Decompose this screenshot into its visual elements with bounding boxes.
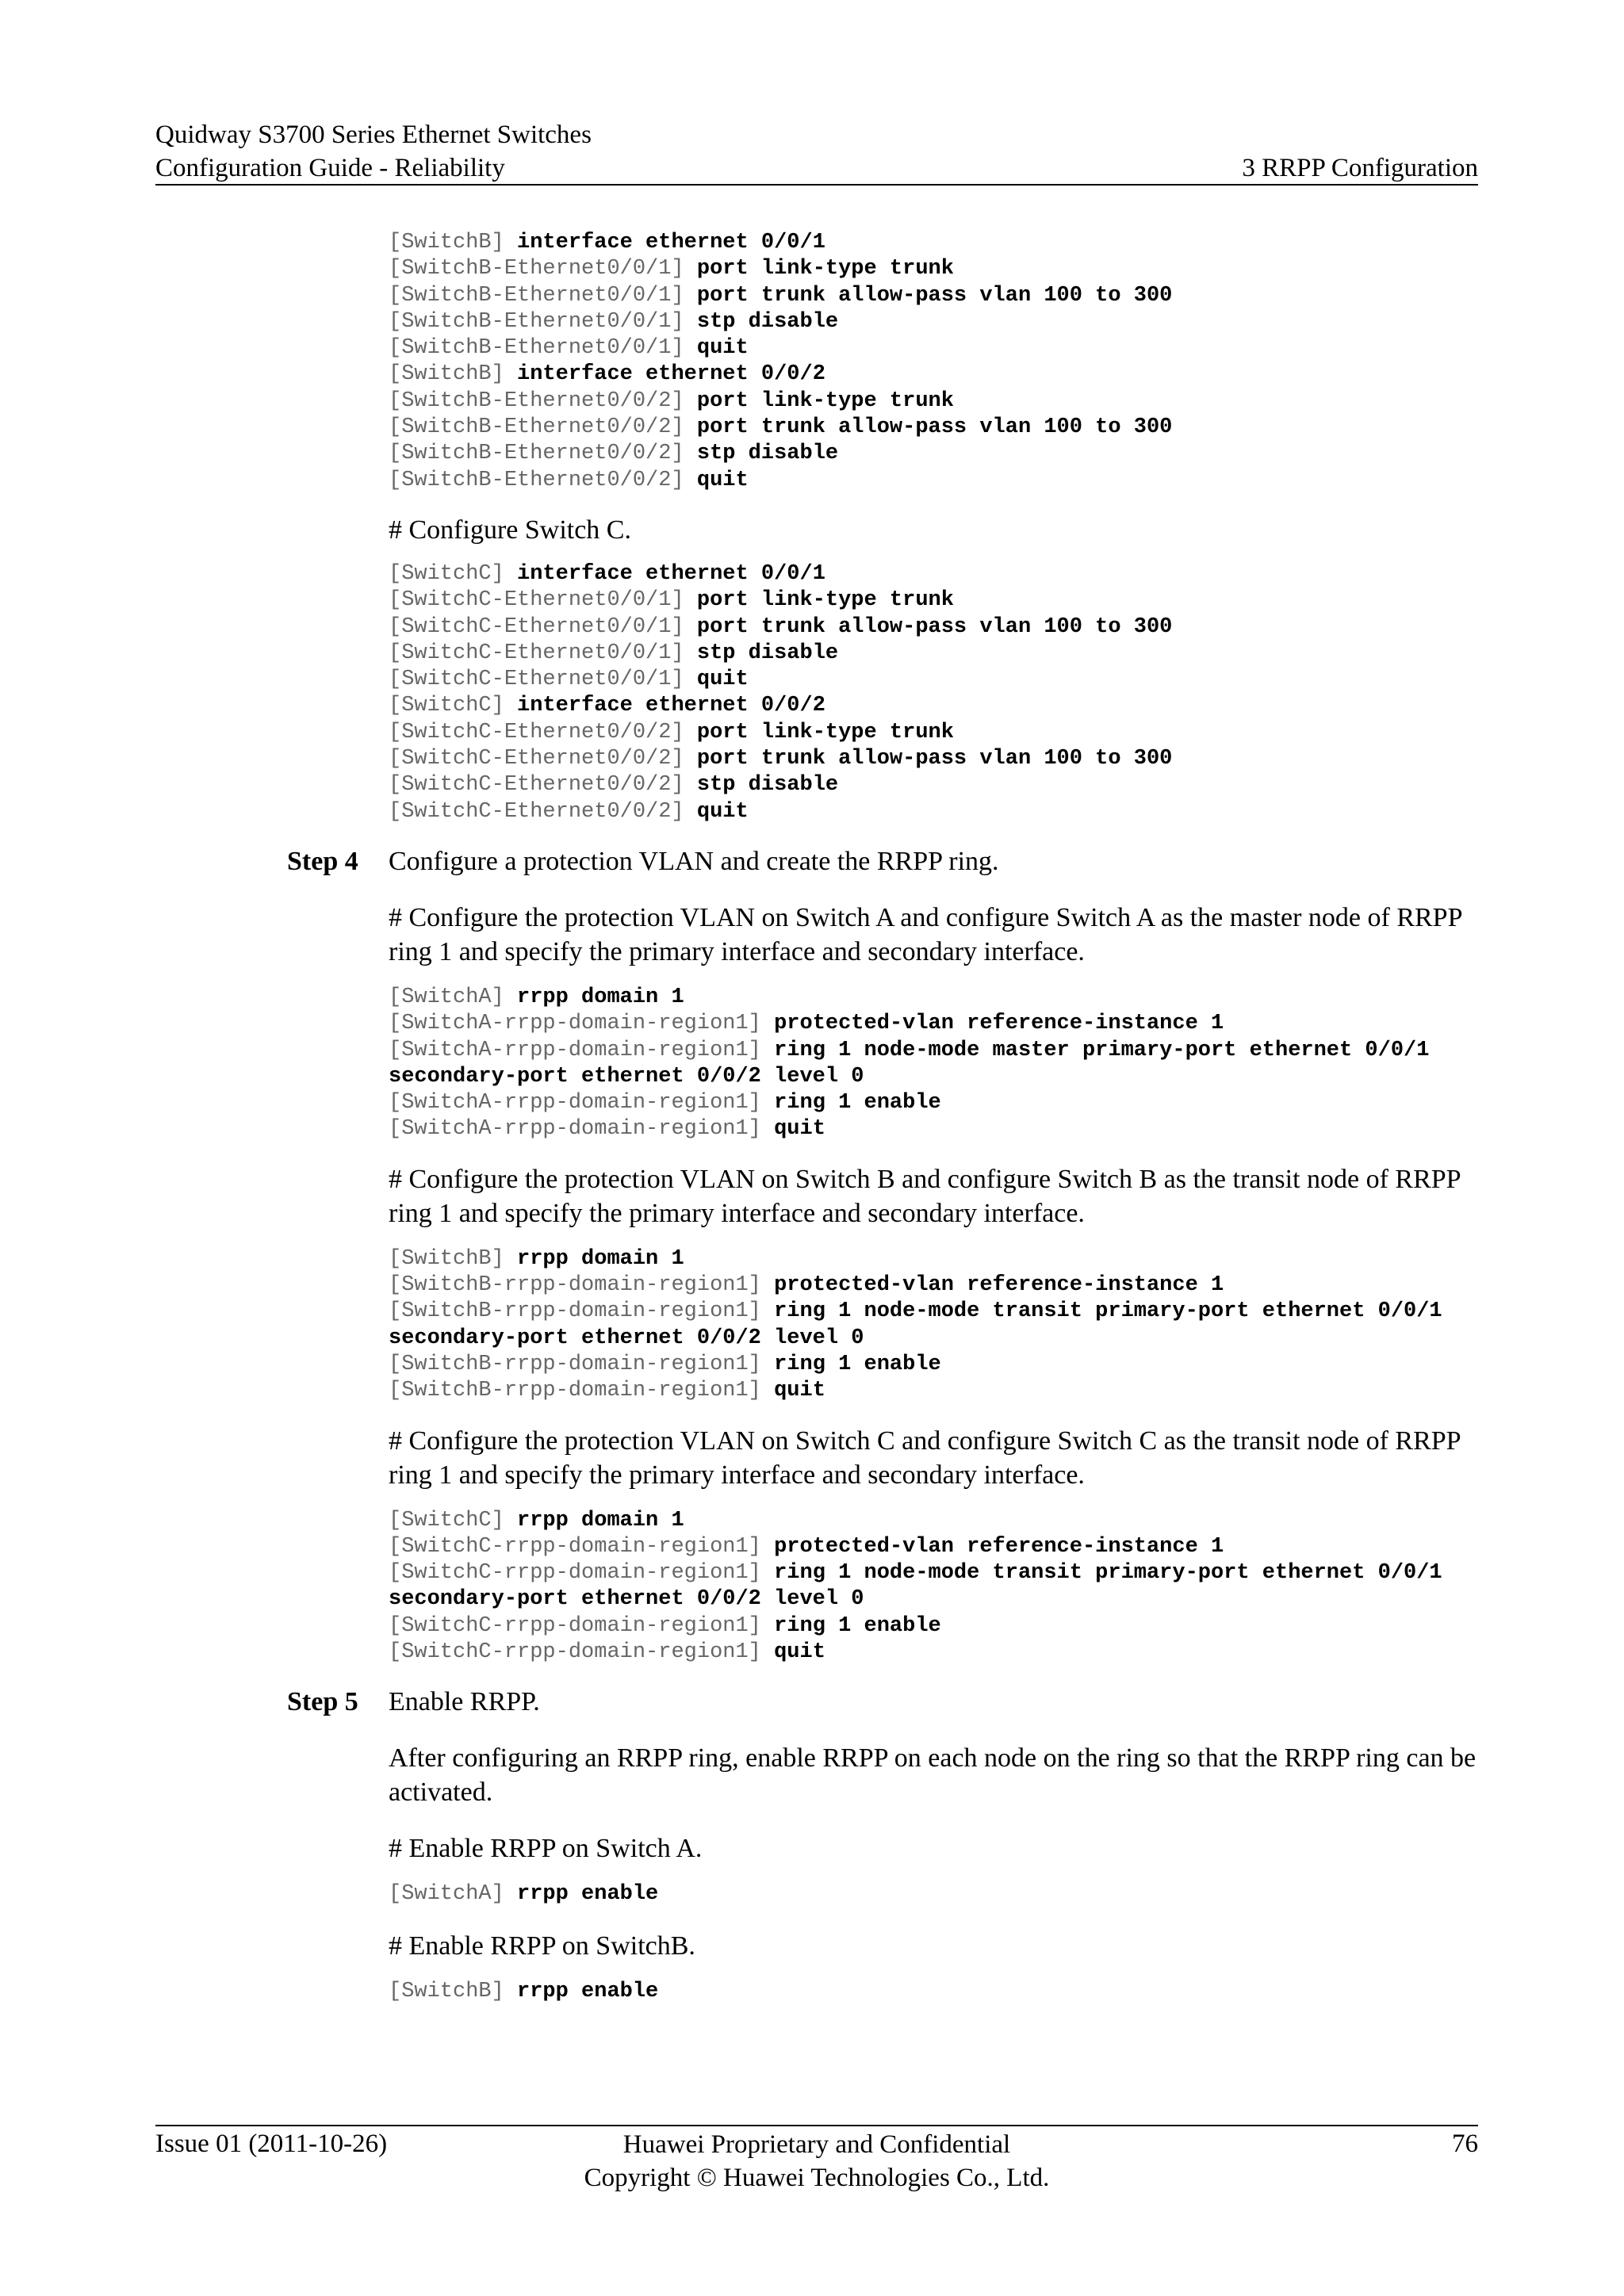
cli-prompt: [SwitchB-Ethernet0/0/1]: [389, 283, 697, 308]
cli-command: protected-vlan reference-instance 1: [774, 1273, 1224, 1298]
cli-command: secondary-port ethernet 0/0/2 level 0: [389, 1326, 864, 1350]
document-body: [287, 230, 1499, 2005]
header-rule: [155, 184, 1478, 186]
cli-command: stp disable: [696, 442, 839, 466]
cli-command: ring 1 node-mode transit primary-port ethernet 0/0/1: [774, 1561, 1442, 1586]
cli-command: protected-vlan reference-instance 1: [774, 1012, 1224, 1036]
code-line: [389, 1508, 1499, 1534]
code-line: [389, 799, 1499, 825]
cli-prompt: [SwitchB]: [389, 231, 518, 254]
cli-prompt: [SwitchB]: [389, 1979, 518, 2003]
cli-prompt: [SwitchB-Ethernet0/0/1]: [389, 309, 697, 334]
cli-command: interface ethernet 0/0/1: [517, 561, 825, 586]
footer-issue: Issue 01 (2011-10-26): [155, 2130, 388, 2158]
cli-command: protected-vlan reference-instance 1: [774, 1534, 1224, 1559]
code-line: [389, 1560, 1499, 1586]
code-line: [389, 587, 1499, 614]
cli-command: rrpp domain 1: [517, 985, 684, 1009]
cli-prompt: [SwitchC-rrpp-domain-region1]: [389, 1534, 775, 1559]
code-line: [389, 1011, 1499, 1037]
cli-prompt: [SwitchC-Ethernet0/0/1]: [389, 668, 697, 692]
cli-prompt: [SwitchC-Ethernet0/0/1]: [389, 614, 697, 639]
step-4-label: Step 4: [287, 846, 358, 876]
cli-prompt: [SwitchA-rrpp-domain-region1]: [389, 1038, 775, 1062]
code-line: [389, 1038, 1499, 1064]
cli-prompt: [SwitchB-Ethernet0/0/2]: [389, 468, 697, 492]
cli-command: ring 1 enable: [774, 1091, 941, 1115]
cli-prompt: [SwitchB]: [389, 1246, 518, 1271]
code-line: [389, 256, 1499, 282]
cli-prompt: [SwitchC-Ethernet0/0/1]: [389, 641, 697, 665]
cli-command: interface ethernet 0/0/2: [517, 694, 825, 718]
step-5-intro-paragraph: After configuring an RRPP ring, enable RRPP on each node on the ring so that the RRPP ring can be activated.: [389, 1743, 1477, 1808]
cli-command: rrpp domain 1: [517, 1508, 684, 1533]
code-line: [389, 283, 1499, 309]
cli-command: port link-type trunk: [696, 388, 954, 413]
code-line: [389, 561, 1499, 587]
cli-prompt: [SwitchC-rrpp-domain-region1]: [389, 1640, 775, 1664]
cli-command: secondary-port ethernet 0/0/2 level 0: [389, 1064, 864, 1089]
cli-command: rrpp domain 1: [517, 1246, 684, 1271]
cli-command: port trunk allow-pass vlan 100 to 300: [696, 415, 1173, 440]
cli-command: quit: [696, 799, 749, 824]
code-line: [389, 641, 1499, 667]
cli-command: stp disable: [696, 773, 839, 798]
code-line: [389, 1272, 1499, 1299]
paragraph-configure-switch-c: # Configure Switch C.: [389, 515, 631, 545]
header-chapter: 3 RRPP Configuration: [1242, 154, 1478, 182]
cli-prompt: [SwitchC-Ethernet0/0/2]: [389, 773, 697, 798]
step-4-title: Configure a protection VLAN and create the RRPP ring.: [389, 846, 999, 876]
cli-prompt: [SwitchC-Ethernet0/0/2]: [389, 720, 697, 744]
cli-command: port trunk allow-pass vlan 100 to 300: [696, 283, 1173, 308]
cli-command: port trunk allow-pass vlan 100 to 300: [696, 747, 1173, 771]
cli-prompt: [SwitchC-Ethernet0/0/2]: [389, 747, 697, 771]
code-block-step5-switch-b: [389, 1979, 1499, 2005]
cli-prompt: [SwitchB-Ethernet0/0/2]: [389, 442, 697, 466]
code-line: [389, 1979, 1499, 2005]
header-product: Quidway S3700 Series Ethernet Switches: [155, 121, 592, 149]
footer-confidential: Huawei Proprietary and Confidential: [622, 2130, 1011, 2159]
step-5-title: Enable RRPP.: [389, 1687, 540, 1717]
cli-command: quit: [696, 468, 749, 492]
step-5: [287, 1685, 1499, 2005]
cli-command: quit: [774, 1640, 825, 1664]
cli-command: port link-type trunk: [696, 257, 954, 281]
cli-command: stp disable: [696, 309, 839, 334]
code-block-switchb-interfaces: [389, 230, 1499, 494]
cli-prompt: [SwitchB-rrpp-domain-region1]: [389, 1273, 775, 1298]
code-line: [389, 614, 1499, 641]
step-5-paragraph-switch-b: # Enable RRPP on SwitchB.: [389, 1931, 695, 1961]
step-5-label: Step 5: [287, 1687, 358, 1717]
code-line: [389, 335, 1499, 362]
code-line: [389, 772, 1499, 798]
code-line: [389, 1090, 1499, 1116]
code-block-switchc-interfaces: [389, 561, 1499, 825]
cli-prompt: [SwitchC]: [389, 561, 518, 586]
cli-command: quit: [774, 1117, 825, 1142]
cli-prompt: [SwitchA-rrpp-domain-region1]: [389, 1012, 775, 1036]
cli-prompt: [SwitchB-Ethernet0/0/1]: [389, 257, 697, 281]
cli-command: ring 1 enable: [774, 1352, 941, 1376]
code-line: [389, 1352, 1499, 1378]
cli-prompt: [SwitchB-Ethernet0/0/2]: [389, 415, 697, 440]
cli-command: port link-type trunk: [696, 588, 954, 613]
code-block-step4-switch-c: [389, 1508, 1499, 1667]
code-line: [389, 1246, 1499, 1272]
code-line: [389, 468, 1499, 494]
cli-command: rrpp enable: [517, 1882, 659, 1907]
cli-command: quit: [774, 1379, 825, 1403]
step-4: [287, 844, 1499, 1666]
code-line: [389, 693, 1499, 719]
cli-command: port link-type trunk: [696, 720, 954, 744]
cli-prompt: [SwitchB-Ethernet0/0/1]: [389, 336, 697, 361]
cli-command: quit: [696, 668, 749, 692]
code-block-step5-switch-a: [389, 1881, 1499, 1908]
cli-prompt: [SwitchB-rrpp-domain-region1]: [389, 1299, 775, 1324]
code-line: [389, 720, 1499, 746]
code-block-step4-switch-a: [389, 985, 1499, 1143]
cli-command: ring 1 node-mode transit primary-port ethernet 0/0/1: [774, 1299, 1442, 1324]
code-line: [389, 230, 1499, 256]
step-4-paragraph-switch-a: # Configure the protection VLAN on Switch A and configure Switch A as the master node of RRPP ring 1 and specify the primary interface and secondary interface.: [389, 902, 1462, 966]
footer-center: [420, 2128, 1213, 2195]
code-line: [389, 388, 1499, 415]
code-line: [389, 1881, 1499, 1908]
cli-prompt: [SwitchB-Ethernet0/0/2]: [389, 388, 697, 413]
cli-command: ring 1 enable: [774, 1613, 941, 1638]
cli-prompt: [SwitchA]: [389, 985, 518, 1009]
cli-prompt: [SwitchC]: [389, 1508, 518, 1533]
code-line: [389, 362, 1499, 388]
cli-prompt: [SwitchC-rrpp-domain-region1]: [389, 1613, 775, 1638]
code-block-step4-switch-b: [389, 1246, 1499, 1405]
code-line: [389, 1116, 1499, 1142]
cli-prompt: [SwitchB-rrpp-domain-region1]: [389, 1352, 775, 1376]
code-line: [389, 667, 1499, 693]
cli-command: interface ethernet 0/0/2: [517, 362, 825, 387]
cli-command: ring 1 node-mode master primary-port ethernet 0/0/1: [774, 1038, 1430, 1062]
footer-copyright: Copyright © Huawei Technologies Co., Ltd.: [584, 2164, 1050, 2192]
cli-prompt: [SwitchB]: [389, 362, 518, 387]
code-line: [389, 746, 1499, 772]
step-4-paragraph-switch-c: # Configure the protection VLAN on Switch C and configure Switch C as the transit node of RRPP ring 1 and specify the primary interface and secondary interface.: [389, 1425, 1461, 1490]
cli-command: rrpp enable: [517, 1979, 659, 2003]
cli-command: port trunk allow-pass vlan 100 to 300: [696, 614, 1173, 639]
code-line: [389, 309, 1499, 335]
footer-rule: [155, 2125, 1478, 2126]
cli-command: stp disable: [696, 641, 839, 665]
code-line: [389, 1326, 1499, 1352]
cli-prompt: [SwitchC-rrpp-domain-region1]: [389, 1561, 775, 1586]
cli-command: quit: [696, 336, 749, 361]
step-5-paragraph-switch-a: # Enable RRPP on Switch A.: [389, 1834, 703, 1864]
cli-prompt: [SwitchA-rrpp-domain-region1]: [389, 1091, 775, 1115]
cli-prompt: [SwitchA-rrpp-domain-region1]: [389, 1117, 775, 1142]
code-line: [389, 1640, 1499, 1666]
code-line: [389, 1534, 1499, 1560]
header-guide: Configuration Guide - Reliability: [155, 154, 505, 182]
footer-page-number: 76: [1452, 2130, 1478, 2158]
code-line: [389, 1586, 1499, 1613]
cli-prompt: [SwitchA]: [389, 1882, 518, 1907]
code-line: [389, 1064, 1499, 1090]
cli-prompt: [SwitchC]: [389, 694, 518, 718]
cli-command: secondary-port ethernet 0/0/2 level 0: [389, 1587, 864, 1612]
cli-command: interface ethernet 0/0/1: [517, 231, 825, 254]
step-4-paragraph-switch-b: # Configure the protection VLAN on Switch B and configure Switch B as the transit node of RRPP ring 1 and specify the primary interface and secondary interface.: [389, 1164, 1461, 1228]
code-line: [389, 1378, 1499, 1404]
code-line: [389, 1299, 1499, 1325]
code-line: [389, 985, 1499, 1011]
cli-prompt: [SwitchC-Ethernet0/0/2]: [389, 799, 697, 824]
cli-prompt: [SwitchB-rrpp-domain-region1]: [389, 1379, 775, 1403]
code-line: [389, 1613, 1499, 1640]
code-line: [389, 441, 1499, 467]
cli-prompt: [SwitchC-Ethernet0/0/1]: [389, 588, 697, 613]
code-line: [389, 415, 1499, 441]
